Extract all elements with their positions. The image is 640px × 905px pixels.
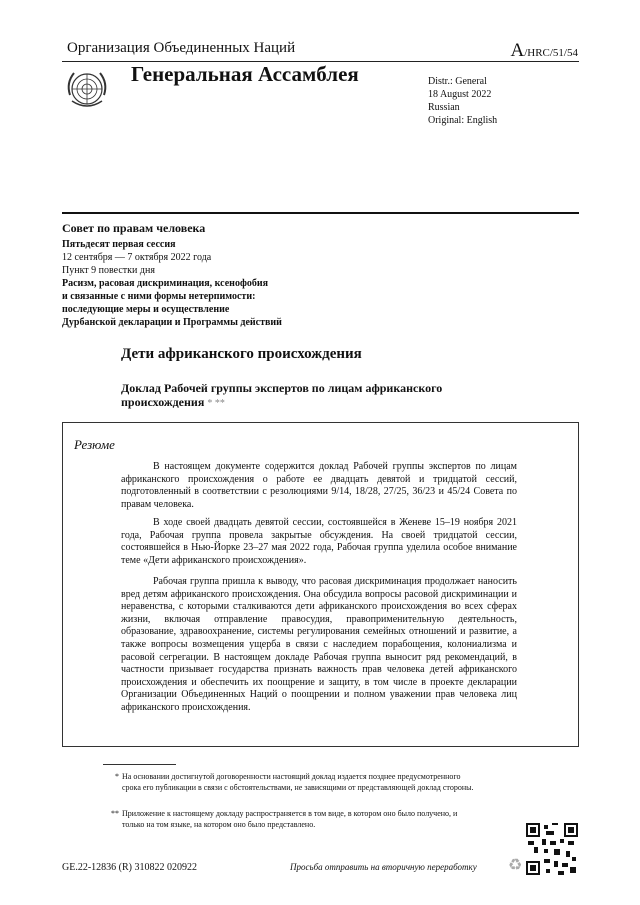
session-line: Пятьдесят первая сессия	[62, 239, 176, 250]
agenda-line: Расизм, расовая дискриминация, ксенофобия	[62, 278, 269, 289]
summary-paragraph: В ходе своей двадцать девятой сессии, состоявшейся в Женеве 15–19 ноября 2021 года, Рабочая группа провела закрытые обсуждения. На своей тридцатой сессии, состоявшейся в Нью-Йорке 23–27 мая 2022 года, Рабочая группа уделила особое внимание теме «Дети африканского происхождения».	[121, 517, 517, 566]
document-symbol	[510, 40, 578, 62]
recycle-note: Просьба отправить на вторичную переработку	[290, 862, 477, 872]
qr-code-icon	[526, 823, 578, 875]
date-line: 18 August 2022	[428, 89, 492, 100]
dates-line: 12 сентября — 7 октября 2022 года	[62, 252, 212, 263]
council-name: Совет по правам человека	[62, 221, 206, 235]
distr-line: Distr.: General	[428, 76, 487, 87]
assembly-title: Генеральная Ассамблея	[131, 62, 359, 86]
symbol-rest: /HRC/51/54	[524, 47, 578, 59]
agenda-line: последующие меры и осуществление	[62, 304, 230, 315]
org-name: Организация Объединенных Наций	[67, 40, 296, 56]
symbol-prefix: A	[510, 40, 525, 61]
summary-paragraph: Рабочая группа пришла к выводу, что расовая дискриминация продолжает наносить вред детям африканского происхождения. Она обсудила вопросы расовой дискриминации и неравенства, с которыми сталкиваются дети африканского происхождения во всех сферах жизни, включая отправление правосудия, правоприменительную деятельность, образование, здравоохранение, системы регулирования семейных отношений и развитие, а также вопросы возмещения ущерба в связи с наследием порабощения, колониализма и расовой сегрегации. В настоящем докладе Рабочая группа выносит ряд рекомендаций, в частности призывает государства признать важность прав человека детей африканского происхождения и обеспечить их поощрение и защиту, в том числе в проекте декларации Организации Объединенных Наций о поощрении и полном уважении прав человека лиц африканского происхождения.	[121, 576, 517, 713]
agenda-line: и связанные с ними формы нетерпимости:	[62, 291, 256, 302]
footnote	[103, 771, 483, 793]
section-rule	[62, 212, 579, 214]
footnote-text: На основании достигнутой договоренности настоящий доклад издается позднее предусмотренного срока его публикации в связи с обстоятельствами, не зависящими от представляющей доклад стороны.	[122, 772, 474, 792]
footnote	[103, 808, 483, 830]
item-line: Пункт 9 повестки дня	[62, 265, 155, 276]
document-title: Дети африканского происхождения	[121, 346, 362, 362]
document-subtitle	[121, 381, 521, 411]
summary-heading: Резюме	[74, 437, 115, 452]
footnote-mark: *	[115, 772, 119, 781]
un-emblem-icon	[62, 65, 112, 115]
document-code: GE.22-12836 (R) 310822 020922	[62, 862, 197, 873]
subtitle-marks: * **	[207, 398, 225, 409]
distribution-block	[428, 75, 497, 127]
footnote-text: Приложение к настоящему докладу распространяется в том виде, в котором оно было получено, и только на том языке, на котором оно было представлено.	[122, 809, 458, 829]
footnote-rule	[103, 764, 176, 765]
summary-paragraph: В настоящем документе содержится доклад Рабочей группы экспертов по лицам африканского происхождения о работе ее двадцать девятой и тридцатой сессий, подготовленный в соответствии с резолюциями 9/14, 18/28, 27/25, 36/23 и 45/24 Совета по правам человека.	[121, 461, 517, 510]
original-line: Original: English	[428, 115, 498, 126]
language-line: Russian	[428, 102, 460, 113]
subtitle-text: Доклад Рабочей группы экспертов по лицам африканского происхождения	[121, 381, 443, 409]
meeting-info	[62, 238, 282, 329]
agenda-line: Дурбанской декларации и Программы действий	[62, 317, 282, 328]
footnote-mark: **	[111, 809, 119, 818]
recycle-icon: ♻	[508, 857, 523, 874]
